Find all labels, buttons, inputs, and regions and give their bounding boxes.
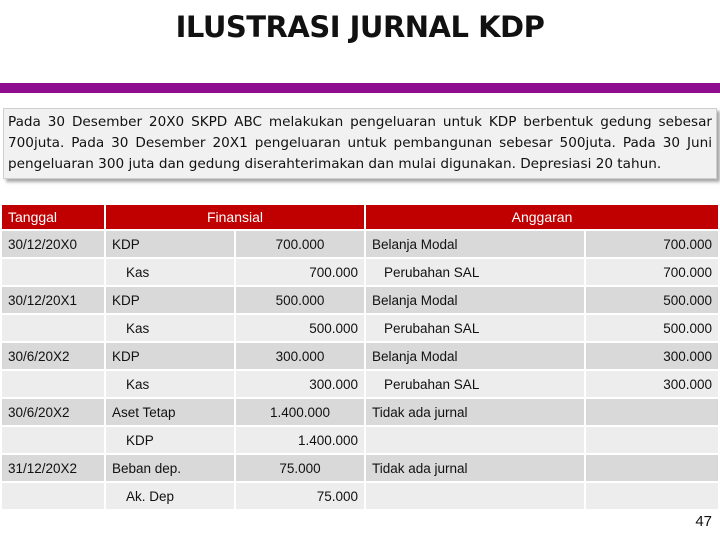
date-cell: 30/12/20X1 <box>2 285 106 313</box>
table-row <box>2 369 720 397</box>
anggaran-account-cell: Tidak ada jurnal <box>366 397 586 425</box>
date-cell: 30/12/20X0 <box>2 229 106 257</box>
anggaran-amount-cell: 700.000 <box>586 229 720 257</box>
anggaran-amount-cell <box>586 397 720 425</box>
table-row <box>2 453 720 481</box>
date-cell <box>2 257 106 285</box>
anggaran-amount-cell: 700.000 <box>586 257 720 285</box>
finansial-amount-cell: 300.000 <box>236 369 366 397</box>
anggaran-account-cell: Belanja Modal <box>366 229 586 257</box>
header-anggaran: Anggaran <box>366 205 720 229</box>
table-row <box>2 425 720 453</box>
anggaran-amount-cell <box>586 481 720 509</box>
anggaran-amount-cell: 500.000 <box>586 313 720 341</box>
table-row <box>2 229 720 257</box>
anggaran-amount-cell: 300.000 <box>586 341 720 369</box>
finansial-amount-cell: 75.000 <box>236 481 366 509</box>
finansial-amount-cell: 500.000 <box>236 285 366 313</box>
anggaran-account-cell <box>366 481 586 509</box>
finansial-account-cell: Kas <box>106 257 236 285</box>
table-row <box>2 285 720 313</box>
journal-body <box>2 229 720 509</box>
anggaran-account-cell: Perubahan SAL <box>366 369 586 397</box>
finansial-amount-cell: 300.000 <box>236 341 366 369</box>
date-cell: 30/6/20X2 <box>2 341 106 369</box>
date-cell: 30/6/20X2 <box>2 397 106 425</box>
table-row <box>2 341 720 369</box>
finansial-account-cell: KDP <box>106 341 236 369</box>
finansial-amount-cell: 1.400.000 <box>236 397 366 425</box>
table-row <box>2 481 720 509</box>
anggaran-account-cell: Perubahan SAL <box>366 257 586 285</box>
title-divider-bar <box>0 83 720 93</box>
anggaran-amount-cell: 500.000 <box>586 285 720 313</box>
finansial-account-cell: Kas <box>106 369 236 397</box>
anggaran-account-cell: Tidak ada jurnal <box>366 453 586 481</box>
finansial-amount-cell: 700.000 <box>236 229 366 257</box>
page-number: 47 <box>695 513 712 530</box>
finansial-account-cell: Aset Tetap <box>106 397 236 425</box>
date-cell <box>2 481 106 509</box>
finansial-account-cell: Ak. Dep <box>106 481 236 509</box>
date-cell <box>2 425 106 453</box>
anggaran-account-cell: Perubahan SAL <box>366 313 586 341</box>
case-description: Pada 30 Desember 20X0 SKPD ABC melakukan pengeluaran untuk KDP berbentuk gedung sebesar 700juta. Pada 30 Desember 20X1 pengeluaran untuk pembangunan sebesar 500juta. Pada 30 Juni pengeluaran 300 juta dan gedung diserahterimakan dan mulai digunakan. Depresiasi 20 tahun. <box>3 108 717 179</box>
table-header-row <box>2 205 720 229</box>
table-row <box>2 397 720 425</box>
date-cell <box>2 313 106 341</box>
header-finansial: Finansial <box>106 205 366 229</box>
anggaran-account-cell: Belanja Modal <box>366 341 586 369</box>
finansial-account-cell: KDP <box>106 425 236 453</box>
date-cell <box>2 369 106 397</box>
anggaran-amount-cell: 300.000 <box>586 369 720 397</box>
finansial-account-cell: Beban dep. <box>106 453 236 481</box>
anggaran-amount-cell <box>586 425 720 453</box>
table-row <box>2 257 720 285</box>
finansial-account-cell: KDP <box>106 229 236 257</box>
page-title: ILUSTRASI JURNAL KDP <box>175 10 545 44</box>
finansial-amount-cell: 500.000 <box>236 313 366 341</box>
finansial-amount-cell: 700.000 <box>236 257 366 285</box>
table-row <box>2 313 720 341</box>
date-cell: 31/12/20X2 <box>2 453 106 481</box>
finansial-amount-cell: 75.000 <box>236 453 366 481</box>
finansial-account-cell: Kas <box>106 313 236 341</box>
anggaran-account-cell <box>366 425 586 453</box>
anggaran-account-cell: Belanja Modal <box>366 285 586 313</box>
header-tanggal: Tanggal <box>2 205 106 229</box>
anggaran-amount-cell <box>586 453 720 481</box>
finansial-account-cell: KDP <box>106 285 236 313</box>
finansial-amount-cell: 1.400.000 <box>236 425 366 453</box>
journal-table <box>2 205 720 509</box>
